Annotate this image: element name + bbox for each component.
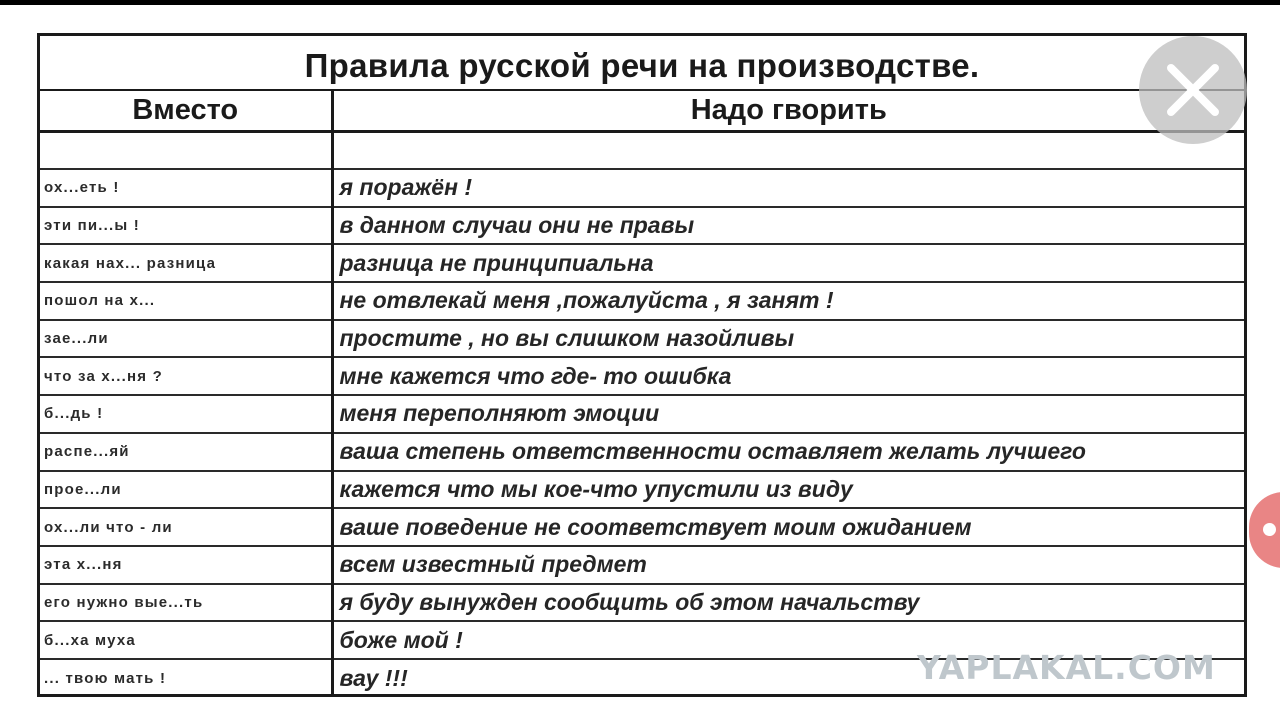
table-row <box>40 207 1244 245</box>
table-row <box>40 433 1244 471</box>
page-title: Правила русской речи на производстве. <box>40 36 1244 91</box>
cell-instead: пошол на х... <box>40 282 332 320</box>
cell-instead: ... твою мать ! <box>40 659 332 697</box>
image-sheet <box>37 33 1247 697</box>
cell-instead: распе...яй <box>40 433 332 471</box>
cell-instead: прое...ли <box>40 471 332 509</box>
cell-instead: эта х...ня <box>40 546 332 584</box>
table-row <box>40 282 1244 320</box>
table-row-blank <box>40 131 1244 169</box>
close-button[interactable] <box>1139 36 1247 144</box>
cell-say: кажется что мы кое-что упустили из виду <box>332 471 1244 509</box>
phrase-table <box>40 91 1244 697</box>
cell-instead: какая нах... разница <box>40 244 332 282</box>
table-row <box>40 244 1244 282</box>
table-row <box>40 584 1244 622</box>
cell-say: мне кажется что где- то ошибка <box>332 357 1244 395</box>
cell-instead: б...дь ! <box>40 395 332 433</box>
cell-say-blank <box>332 131 1244 169</box>
header-say: Надо гворить <box>332 91 1244 131</box>
watermark-text: YAPLAKAL.COM <box>917 648 1216 687</box>
cell-instead-blank <box>40 131 332 169</box>
cell-instead: ох...ли что - ли <box>40 508 332 546</box>
cell-say: меня переполняют эмоции <box>332 395 1244 433</box>
cell-say: всем известный предмет <box>332 546 1244 584</box>
cell-say: простите , но вы слишком назойливы <box>332 320 1244 358</box>
cell-say: в данном случаи они не правы <box>332 207 1244 245</box>
cell-say: не отвлекай меня ,пожалуйста , я занят ! <box>332 282 1244 320</box>
cell-say: боже мой ! <box>332 621 1244 659</box>
table-row <box>40 357 1244 395</box>
cell-say: я поражён ! <box>332 169 1244 207</box>
cell-instead: эти пи...ы ! <box>40 207 332 245</box>
cell-instead: что за х...ня ? <box>40 357 332 395</box>
header-instead: Вместо <box>40 91 332 131</box>
side-handle-icon <box>1263 523 1276 536</box>
cell-say: ваше поведение не соответствует моим ожиданием <box>332 508 1244 546</box>
close-icon <box>1139 36 1247 144</box>
table-header-row <box>40 91 1244 131</box>
table-row <box>40 169 1244 207</box>
table-row <box>40 508 1244 546</box>
cell-instead: зае...ли <box>40 320 332 358</box>
cell-instead: б...ха муха <box>40 621 332 659</box>
table-row <box>40 320 1244 358</box>
cell-say: ваша степень ответственности оставляет желать лучшего <box>332 433 1244 471</box>
table-row <box>40 395 1244 433</box>
side-handle-button[interactable] <box>1249 492 1280 568</box>
cell-instead: его нужно вые...ть <box>40 584 332 622</box>
cell-say: вау !!! <box>339 664 408 691</box>
top-status-bar <box>0 0 1280 5</box>
cell-say: разница не принципиальна <box>332 244 1244 282</box>
table-row <box>40 546 1244 584</box>
table-row <box>40 471 1244 509</box>
cell-say: я буду вынужден сообщить об этом начальству <box>332 584 1244 622</box>
cell-instead: ох...еть ! <box>40 169 332 207</box>
